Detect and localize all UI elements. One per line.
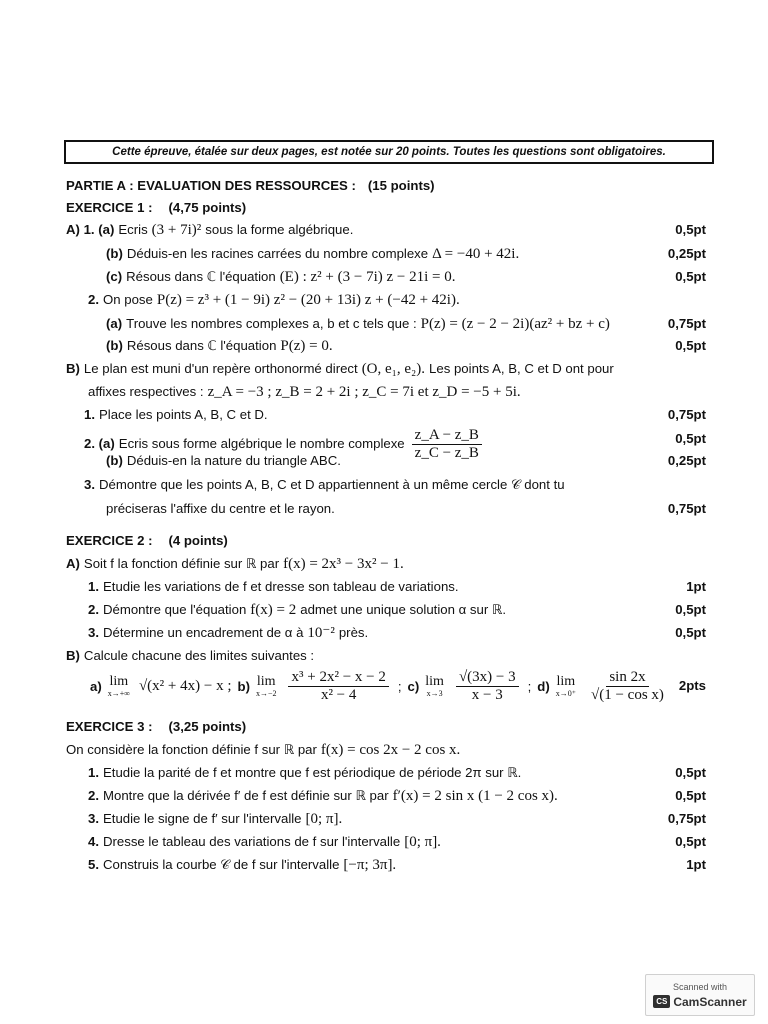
limit-d-label: d) — [537, 678, 550, 694]
q-label: 3. — [88, 811, 99, 826]
ex3-q5-points: 1pt — [686, 857, 706, 872]
lim-text: lim — [256, 674, 276, 689]
ex1-a2a — [106, 315, 610, 333]
camscanner-watermark — [645, 974, 755, 1016]
q-text: Montre que la dérivée f′ de f est définie sur ℝ par — [103, 788, 389, 803]
ex3-intro — [66, 741, 460, 759]
q-text: Trouve les nombres complexes a, b et c tels que : — [126, 316, 417, 331]
ex2-a1-points: 1pt — [686, 579, 706, 594]
fraction — [412, 427, 482, 462]
lim-sub: x→3 — [426, 689, 443, 698]
q-math: [−π; 3π]. — [343, 857, 397, 873]
ex3-title: EXERCICE 3 : — [66, 719, 153, 734]
q-text: Les points A, B, C et D ont pour — [429, 361, 614, 376]
ex2-a2-points: 0,5pt — [675, 602, 706, 617]
limit-a-operator — [108, 674, 130, 698]
lim-sub: x→−2 — [255, 689, 277, 698]
q-text: Etudie le signe de f′ sur l'intervalle — [103, 811, 302, 826]
q-text: près. — [338, 625, 369, 640]
q-math: 10⁻² — [307, 625, 335, 641]
watermark-brand: CamScanner — [673, 994, 747, 1009]
partie-a-heading — [66, 177, 435, 195]
q-text: Etudie la parité de f et montre que f est périodique de période 2π sur ℝ. — [103, 765, 522, 780]
fraction-denominator: √(1 − cos x) — [590, 686, 664, 703]
q-math: (O, e₁, e₂). — [361, 361, 426, 377]
ex2-heading — [66, 532, 228, 550]
fraction-denominator: x − 3 — [471, 686, 503, 703]
q-math: P(z) = (z − 2 − 2i)(az² + bz + c) — [420, 316, 610, 332]
q-text: On considère la fonction définie f sur ℝ par — [66, 742, 317, 757]
q-text: affixes respectives : — [88, 384, 204, 399]
limit-b-fraction — [288, 669, 388, 704]
q-text: Soit f la fonction définie sur ℝ par — [83, 556, 280, 571]
q-label: 2. — [88, 292, 99, 307]
ex2-a1 — [88, 578, 459, 596]
q-text: Déduis-en les racines carrées du nombre complexe — [126, 246, 429, 261]
limit-b-operator — [256, 674, 277, 698]
q-label: 1. — [88, 765, 99, 780]
q-text: Détermine un encadrement de α à — [103, 625, 304, 640]
q-label: 5. — [88, 857, 99, 872]
q-text: préciseras l'affixe du centre et le rayon. — [106, 501, 335, 516]
q-label: (b) — [106, 246, 123, 261]
instructions-text: Cette épreuve, étalée sur deux pages, est notée sur 20 points. Toutes les questions sont obligatoires. — [112, 146, 666, 158]
lim-text: lim — [425, 674, 444, 689]
limit-c-fraction — [456, 669, 519, 704]
q-label: 2. — [88, 788, 99, 803]
q-label: 2. — [88, 602, 99, 617]
ex1-b-intro-2 — [88, 383, 521, 401]
q-label: (b) — [106, 453, 123, 468]
separator: ; — [397, 678, 402, 694]
ex2-title: EXERCICE 2 : — [66, 533, 153, 548]
q-label: 4. — [88, 834, 99, 849]
ex1-points: (4,75 points) — [168, 200, 247, 215]
lim-text: lim — [109, 674, 129, 689]
watermark-caption: Scanned with — [672, 981, 728, 992]
q-math: f(x) = cos 2x − 2 cos x. — [320, 742, 461, 758]
ex1-title: EXERCICE 1 : — [66, 200, 153, 215]
fraction-numerator: z_A − z_B — [412, 427, 482, 445]
ex2-limits-row — [90, 664, 670, 708]
partie-a-points: (15 points) — [367, 178, 435, 193]
q-math: P(z) = z³ + (1 − 9i) z² − (20 + 13i) z + (−42 + 42i). — [156, 292, 460, 308]
q-label: (b) — [106, 338, 123, 353]
q-math: f(x) = 2 — [250, 602, 297, 618]
lim-sub: x→+∞ — [107, 689, 130, 698]
q-label: 1. — [84, 407, 95, 422]
q-math: f(x) = 2x³ − 3x² − 1. — [283, 556, 404, 572]
q-text: Ecris sous forme algébrique le nombre complexe — [118, 436, 405, 451]
q-label: 2. (a) — [84, 436, 115, 451]
fraction-numerator: x³ + 2x² − x − 2 — [288, 669, 388, 687]
ex2-a3 — [88, 624, 368, 642]
lim-text: lim — [556, 674, 576, 689]
q-label: (c) — [106, 269, 123, 284]
ex3-q4 — [88, 833, 441, 851]
ex1-b3-cont — [106, 500, 335, 518]
ex1-a1a-points: 0,5pt — [675, 222, 706, 237]
ex3-q2-points: 0,5pt — [675, 788, 706, 803]
limit-b-label: b) — [237, 678, 250, 694]
q-math: f′(x) = 2 sin x (1 − 2 cos x). — [392, 788, 558, 804]
q-math: P(z) = 0. — [280, 338, 333, 354]
ex1-b1-points: 0,75pt — [667, 407, 706, 422]
q-text: Démontre que l'équation — [103, 602, 247, 617]
q-text: On pose — [103, 292, 153, 307]
limit-c-operator — [425, 674, 444, 698]
ex2-points: (4 points) — [168, 533, 228, 548]
watermark-brand-row — [653, 995, 746, 1009]
instructions-box — [64, 140, 714, 164]
q-text: Le plan est muni d'un repère orthonormé direct — [83, 361, 358, 376]
q-math: Δ = −40 + 42i. — [432, 246, 520, 262]
ex2-limits-points: 2pts — [678, 678, 706, 693]
q-label: A) 1. (a) — [66, 222, 115, 237]
q-label: 3. — [84, 477, 95, 492]
ex1-a1b-points: 0,25pt — [667, 246, 706, 261]
q-label: (a) — [106, 316, 123, 331]
q-text: Calcule chacune des limites suivantes : — [83, 648, 315, 663]
q-label: 3. — [88, 625, 99, 640]
ex1-a1c — [106, 268, 455, 286]
ex1-a2a-points: 0,75pt — [667, 316, 706, 331]
q-label: 1. — [88, 579, 99, 594]
q-label: B) — [66, 648, 80, 663]
ex3-q1-points: 0,5pt — [675, 765, 706, 780]
ex1-a1b — [106, 245, 519, 263]
limit-d-fraction — [588, 669, 667, 704]
partie-a-title: PARTIE A : EVALUATION DES RESSOURCES : — [66, 178, 356, 193]
ex2-a2 — [88, 601, 506, 619]
ex1-a1c-points: 0,5pt — [675, 269, 706, 284]
ex1-b2b — [106, 452, 341, 470]
fraction-denominator: x² − 4 — [320, 686, 357, 703]
ex1-heading — [66, 199, 246, 217]
ex3-q1 — [88, 764, 521, 782]
ex1-b1 — [84, 406, 268, 424]
q-math: (E) : z² + (3 − 7i) z − 21i = 0. — [279, 269, 456, 285]
ex1-b3 — [84, 476, 565, 494]
ex1-a2 — [88, 291, 460, 309]
ex3-q5 — [88, 856, 396, 874]
q-math: (3 + 7i)² — [151, 222, 202, 238]
q-text: Etudie les variations de f et dresse son tableau de variations. — [103, 579, 459, 594]
ex2-a3-points: 0,5pt — [675, 625, 706, 640]
ex3-q3-points: 0,75pt — [667, 811, 706, 826]
q-math: z_A = −3 ; z_B = 2 + 2i ; z_C = 7i et z_D = −5 + 5i. — [207, 384, 521, 400]
fraction-numerator: √(3x) − 3 — [456, 669, 519, 687]
limit-a-expression: √(x² + 4x) − x ; — [138, 677, 232, 694]
ex1-a2b — [106, 337, 333, 355]
q-text: admet une unique solution α sur ℝ. — [300, 602, 506, 617]
q-text: Place les points A, B, C et D. — [99, 407, 268, 422]
q-text: Démontre que les points A, B, C et D appartiennent à un même cercle 𝒞 dont tu — [99, 477, 565, 492]
q-math: [0; π]. — [305, 811, 343, 827]
ex3-q2 — [88, 787, 558, 805]
q-text: Dresse le tableau des variations de f sur l'intervalle — [103, 834, 401, 849]
q-math: [0; π]. — [404, 834, 441, 850]
q-text: sous la forme algébrique. — [205, 222, 354, 237]
ex3-q3 — [88, 810, 342, 828]
camscanner-logo-icon: CS — [653, 995, 670, 1008]
ex1-a2b-points: 0,5pt — [675, 338, 706, 353]
limit-d-operator — [556, 674, 576, 698]
q-text: Résous dans ℂ l'équation — [126, 269, 276, 284]
ex2-a — [66, 555, 404, 573]
q-text: Déduis-en la nature du triangle ABC. — [126, 453, 341, 468]
q-text: Construis la courbe 𝒞 de f sur l'intervalle — [103, 857, 340, 872]
ex3-heading — [66, 718, 246, 736]
ex1-b3-points: 0,75pt — [667, 501, 706, 516]
separator: ; — [527, 678, 532, 694]
ex1-b2a-points: 0,5pt — [675, 431, 706, 446]
ex3-points: (3,25 points) — [168, 719, 247, 734]
ex2-b — [66, 647, 314, 665]
ex3-q4-points: 0,5pt — [675, 834, 706, 849]
q-label: A) — [66, 556, 80, 571]
ex1-a1a — [66, 221, 353, 239]
fraction-denominator: z_C − z_B — [414, 444, 479, 461]
q-text: Ecris — [118, 222, 148, 237]
ex1-b2b-points: 0,25pt — [667, 453, 706, 468]
limit-a-label: a) — [90, 678, 102, 694]
fraction-numerator: sin 2x — [606, 669, 648, 687]
q-label: B) — [66, 361, 80, 376]
lim-sub: x→0⁺ — [555, 689, 576, 698]
limit-c-label: c) — [407, 678, 420, 694]
ex1-b-intro-1 — [66, 360, 614, 378]
q-text: Résous dans ℂ l'équation — [126, 338, 277, 353]
